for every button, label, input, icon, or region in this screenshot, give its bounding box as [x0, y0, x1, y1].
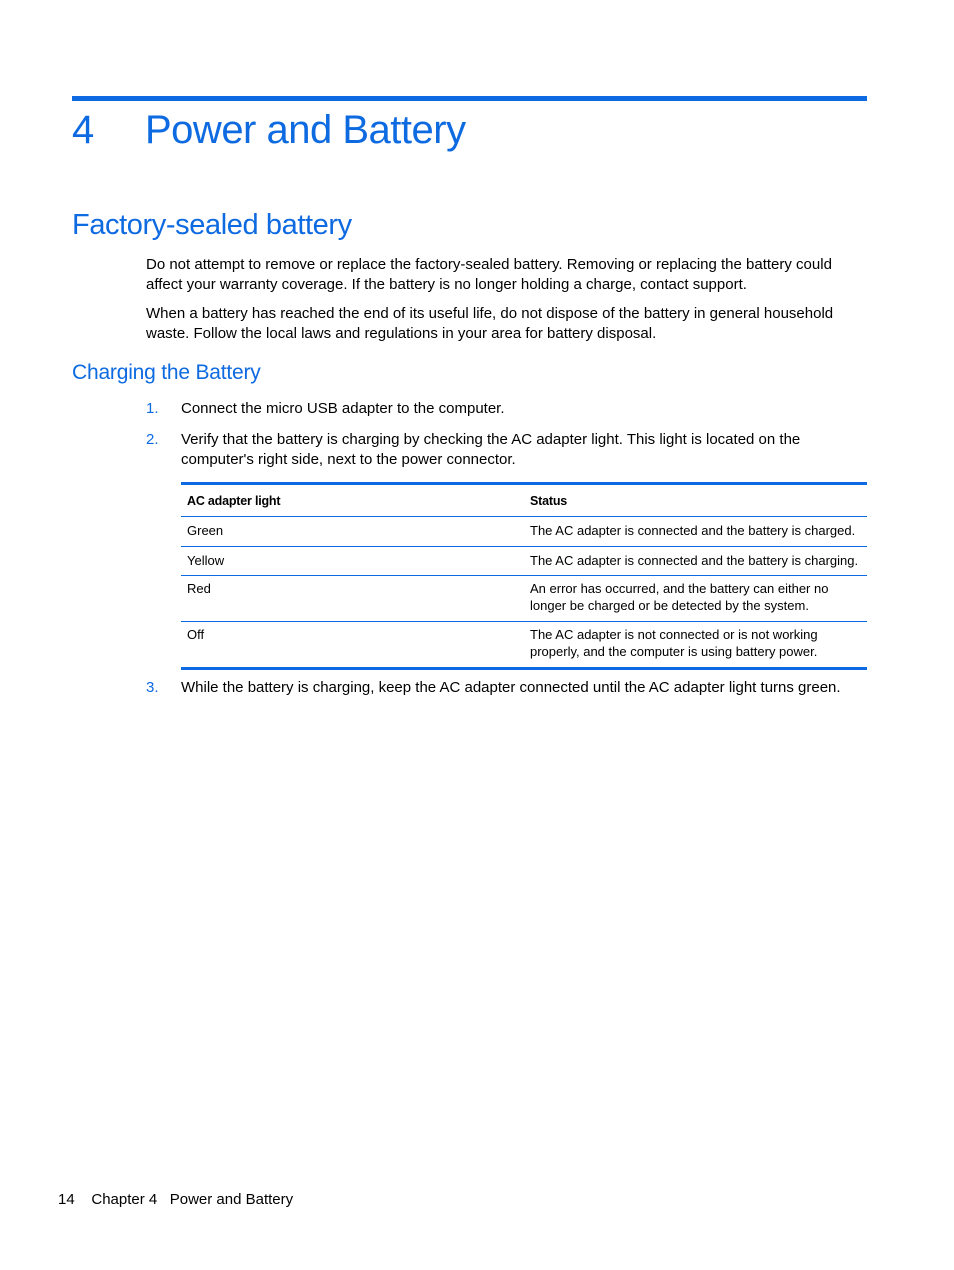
page-number: 14 [58, 1191, 75, 1208]
step-number: 3. [146, 679, 159, 696]
table-cell-light: Off [187, 627, 205, 642]
table-row [181, 517, 867, 546]
table-row [181, 575, 867, 621]
chapter-number: 4 [72, 108, 94, 152]
step-2 [146, 430, 858, 469]
table-cell-status: An error has occurred, and the battery can either no longer be charged or be detected by the system. [530, 581, 829, 613]
subsection-title: Charging the Battery [72, 361, 261, 384]
chapter-title-text: Power and Battery [145, 108, 466, 152]
disposal-paragraph: When a battery has reached the end of its useful life, do not dispose of the battery in general household waste. Follow the local laws and regulations in your area for battery disposal. [146, 305, 834, 342]
step-number: 2. [146, 431, 159, 448]
step-text: Verify that the battery is charging by checking the AC adapter light. This light is located on the computer's right side, next to the power connector. [181, 431, 801, 468]
chapter-rule [72, 96, 867, 101]
table-cell-status: The AC adapter is connected and the battery is charging. [530, 553, 859, 568]
step-number: 1. [146, 400, 159, 417]
adapter-light-table [181, 482, 867, 670]
step-1 [146, 399, 858, 419]
table-header-status: Status [530, 494, 568, 508]
footer-chapter-title: Power and Battery [169, 1191, 294, 1208]
table-cell-status: The AC adapter is not connected or is not working properly, and the computer is using battery power. [530, 627, 818, 659]
table-row [181, 621, 867, 667]
footer-chapter-label: Chapter 4 [91, 1191, 158, 1208]
table-header-row [181, 485, 867, 517]
warning-paragraph: Do not attempt to remove or replace the factory-sealed battery. Removing or replacing the battery could affect your warranty coverage. If the battery is no longer holding a charge, contact support. [146, 256, 832, 293]
table-cell-light: Red [187, 581, 211, 596]
table-cell-light: Yellow [187, 553, 225, 568]
table-cell-light: Green [187, 523, 224, 538]
step-text: While the battery is charging, keep the AC adapter connected until the AC adapter light turns green. [181, 679, 841, 696]
step-text: Connect the micro USB adapter to the computer. [181, 400, 505, 417]
section-title: Factory-sealed battery [72, 209, 352, 241]
step-3 [146, 678, 858, 698]
chapter-title [72, 104, 466, 156]
table-row [181, 546, 867, 575]
table-cell-status: The AC adapter is connected and the battery is charged. [530, 523, 856, 538]
table-header-light: AC adapter light [187, 494, 281, 508]
page-footer [58, 1190, 293, 1210]
